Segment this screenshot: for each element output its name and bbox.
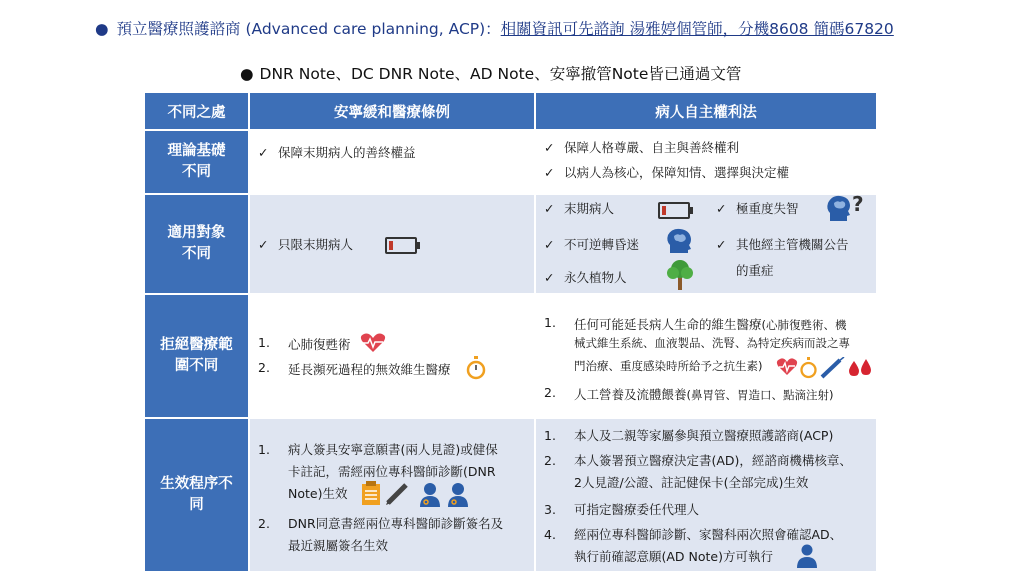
row-label-theory: 理論基礎 不同 bbox=[144, 130, 249, 194]
brain-head-icon bbox=[664, 227, 694, 255]
person-icon bbox=[796, 544, 818, 568]
header-patient-autonomy-act: 病人自主權利法 bbox=[535, 92, 877, 130]
check-item: ✓ 其他經主管機關公告 bbox=[716, 237, 849, 252]
treatment-icons bbox=[776, 357, 872, 379]
row-label-target: 適用對象 不同 bbox=[144, 194, 249, 294]
comparison-table bbox=[143, 91, 878, 573]
header-difference: 不同之處 bbox=[144, 92, 249, 130]
tree-icon bbox=[664, 258, 696, 292]
check-item-continued: 的重症 bbox=[736, 263, 774, 278]
check-item: ✓ 末期病人 bbox=[544, 201, 615, 216]
doctor-icon bbox=[420, 483, 440, 507]
blood-drop-icon bbox=[849, 359, 871, 376]
acp-title: 預立醫療照護諮商 (Advanced care planning, ACP)： bbox=[116, 20, 501, 38]
row-label-scope: 拒絕醫療範 圍不同 bbox=[144, 294, 249, 418]
battery-low-icon bbox=[385, 237, 417, 254]
cell-theory-hospice bbox=[249, 130, 535, 194]
check-item: ✓ 不可逆轉昏迷 bbox=[544, 237, 640, 252]
bullet-marker: ● bbox=[95, 20, 109, 38]
document-icon bbox=[362, 481, 380, 505]
syringe-icon bbox=[822, 357, 844, 377]
cell-scope-hospice: 1. 心肺復甦術 2. 延長瀕死過程的無效維生醫療 bbox=[249, 294, 535, 418]
header-hospice-act: 安寧緩和醫療條例 bbox=[249, 92, 535, 130]
stopwatch-icon bbox=[466, 356, 486, 380]
check-item: ✓ 極重度失智 bbox=[716, 201, 799, 216]
bullet-marker: ● bbox=[240, 65, 254, 83]
battery-low-icon bbox=[658, 202, 690, 219]
doctor-icon bbox=[448, 483, 468, 507]
svg-text:?: ? bbox=[852, 193, 864, 216]
stopwatch-icon bbox=[802, 357, 816, 377]
brain-question-icon bbox=[826, 193, 866, 223]
check-item: ✓ 保障末期病人的善終權益 bbox=[258, 145, 416, 160]
cell-theory-autonomy bbox=[535, 130, 877, 194]
procedure-icons bbox=[362, 481, 472, 507]
notes-info-line bbox=[240, 62, 940, 84]
notes-status-text: DNR Note、DC DNR Note、AD Note、安寧撤管Note皆已通過文管 bbox=[259, 65, 742, 83]
pen-icon bbox=[386, 485, 406, 505]
cell-procedure-hospice: 1. 病人簽具安寧意願書(兩人見證)或健保 卡註記，需經兩位專科醫師診斷(DNR Note)生效 2. DNR同意書經兩位專科醫師診斷簽名及 最近親屬簽名生效 bbox=[249, 418, 535, 572]
cell-target-hospice bbox=[249, 194, 535, 294]
heart-icon bbox=[360, 333, 386, 353]
contact-link[interactable]: 相關資訊可先諮詢 湯雅婷個管師，分機8608 簡碼67820 bbox=[500, 20, 894, 38]
check-item: ✓ 以病人為核心，保障知情、選擇與決定權 bbox=[544, 165, 790, 180]
acp-info-line bbox=[95, 17, 995, 39]
check-item: ✓ 永久植物人 bbox=[544, 270, 627, 285]
check-item: ✓ 保障人格尊嚴、自主與善終權利 bbox=[544, 140, 740, 155]
cell-procedure-autonomy: 1. 本人及二親等家屬參與預立醫療照護諮商(ACP) 2. 本人簽署預立醫療決定書(AD)，經諮商機構核章、 2人見證/公證、註記健保卡(全部完成)生效 3. 可指定醫療委任代理人 4. 經兩位專科醫師診斷、家醫科兩次照會確認AD、 執行前確認意願(AD Note)方可執行 bbox=[535, 418, 877, 572]
row-label-procedure: 生效程序不 同 bbox=[144, 418, 249, 572]
cell-scope-autonomy: 1. 任何可能延長病人生命的維生醫療(心肺復甦術、機 械式維生系統、血液製品、洗腎、為特定疾病而設之專 門治療、重度感染時所給予之抗生素) 2. 人工營養及流體餵養(鼻胃管、胃造口、點滴注射) bbox=[535, 294, 877, 418]
cell-target-autonomy bbox=[535, 194, 877, 294]
check-item: ✓ 只限末期病人 bbox=[258, 235, 417, 254]
heart-icon bbox=[777, 358, 797, 375]
